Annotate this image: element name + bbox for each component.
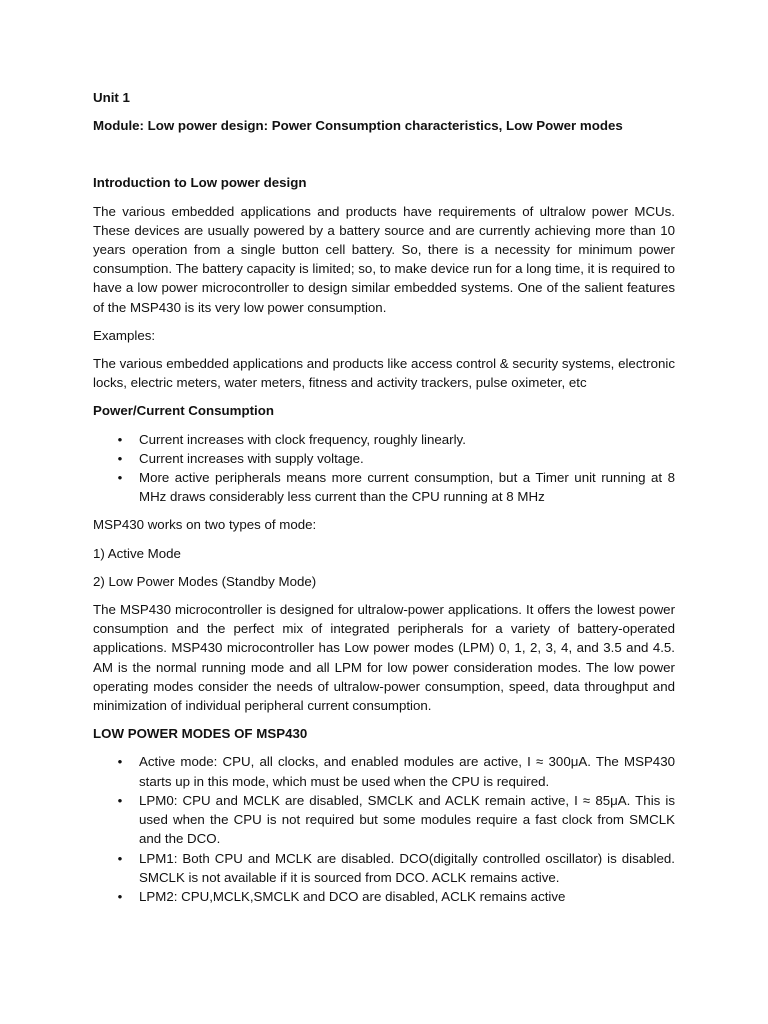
spacer bbox=[93, 506, 675, 515]
mode-low-power: 2) Low Power Modes (Standby Mode) bbox=[93, 573, 317, 589]
spacer bbox=[93, 535, 675, 544]
list-item bbox=[93, 887, 675, 906]
document-page bbox=[93, 88, 675, 906]
examples-label: Examples: bbox=[93, 327, 156, 343]
power-bullet-text: Current increases with supply voltage. bbox=[139, 450, 364, 466]
module-title: Module: Low power design: Power Consumption characteristics, Low Power modes bbox=[93, 118, 623, 134]
spacer bbox=[93, 421, 675, 430]
mode-active: 1) Active Mode bbox=[93, 545, 181, 561]
bullet-icon: • bbox=[117, 850, 123, 866]
list-item bbox=[93, 849, 675, 887]
examples-paragraph: The various embedded applications and products like access control & security systems, electronic locks, electric meters, water meters, fitness and activity trackers, pulse oximeter, etc bbox=[93, 356, 675, 391]
bullet-icon: • bbox=[117, 450, 123, 466]
power-bullet-list bbox=[93, 430, 675, 507]
bullet-icon: • bbox=[117, 754, 123, 770]
list-item bbox=[93, 752, 675, 790]
list-item bbox=[93, 430, 675, 449]
bullet-icon: • bbox=[117, 431, 123, 447]
spacer bbox=[93, 563, 675, 572]
list-item bbox=[93, 791, 675, 849]
unit-title: Unit 1 bbox=[93, 90, 130, 105]
bullet-icon: • bbox=[117, 470, 123, 486]
intro-paragraph: The various embedded applications and products have requirements of ultralow power MCUs. These devices are usually powered by a battery source and are currently achieving more than 10 years operation from a single button cell battery. So, there is a necessity for minimum power consumption. The battery capacity is limited; so, to make device run for a long time, it is required to have a low power microcontroller to design similar embedded systems. One of the salient features of the MSP430 is its very low power consumption. bbox=[93, 203, 675, 315]
lpm-bullet-text: Active mode: CPU, all clocks, and enabled modules are active, I ≈ 300μA. The MSP430 starts up in this mode, which must be used when the CPU is required. bbox=[139, 754, 675, 789]
spacer bbox=[93, 345, 675, 354]
spacer bbox=[93, 317, 675, 326]
power-heading: Power/Current Consumption bbox=[93, 403, 274, 419]
spacer bbox=[93, 135, 675, 173]
lpm-bullet-text: LPM1: Both CPU and MCLK are disabled. DCO(digitally controlled oscillator) is disabled. SMCLK is not available if it is sourced from DCO. ACLK remains active. bbox=[139, 850, 675, 885]
lpm-bullet-text: LPM2: CPU,MCLK,SMCLK and DCO are disabled, ACLK remains active bbox=[139, 888, 566, 904]
spacer bbox=[93, 392, 675, 401]
lpm-bullet-list bbox=[93, 752, 675, 906]
list-item bbox=[93, 468, 675, 506]
intro-heading: Introduction to Low power design bbox=[93, 175, 307, 191]
spacer bbox=[93, 193, 675, 202]
modes-intro: MSP430 works on two types of mode: bbox=[93, 517, 317, 533]
msp-paragraph: The MSP430 microcontroller is designed for ultralow-power applications. It offers the lowest power consumption and the perfect mix of integrated peripherals for a variety of battery-operated applications. MSP430 microcontroller has Low power modes (LPM) 0, 1, 2, 3, 4, and 3.5 and 4.5. AM is the normal running mode and all LPM for low power consideration modes. The low power operating modes consider the needs of ultralow-power consumption, speed, data throughput and minimization of individual peripheral current consumption. bbox=[93, 602, 675, 714]
list-item bbox=[93, 449, 675, 468]
power-bullet-text: Current increases with clock frequency, roughly linearly. bbox=[139, 431, 466, 447]
power-bullet-text: More active peripherals means more current consumption, but a Timer unit running at 8 MHz draws considerably less current than the CPU running at 8 MHz bbox=[139, 470, 675, 505]
spacer bbox=[93, 107, 675, 116]
lpm-heading: LOW POWER MODES OF MSP430 bbox=[93, 726, 308, 742]
spacer bbox=[93, 591, 675, 600]
spacer bbox=[93, 715, 675, 724]
bullet-icon: • bbox=[117, 888, 123, 904]
bullet-icon: • bbox=[117, 792, 123, 808]
lpm-bullet-text: LPM0: CPU and MCLK are disabled, SMCLK and ACLK remain active, I ≈ 85μA. This is used when the CPU is not required but some modules require a fast clock from SMCLK and the DCO. bbox=[139, 792, 675, 847]
spacer bbox=[93, 743, 675, 752]
